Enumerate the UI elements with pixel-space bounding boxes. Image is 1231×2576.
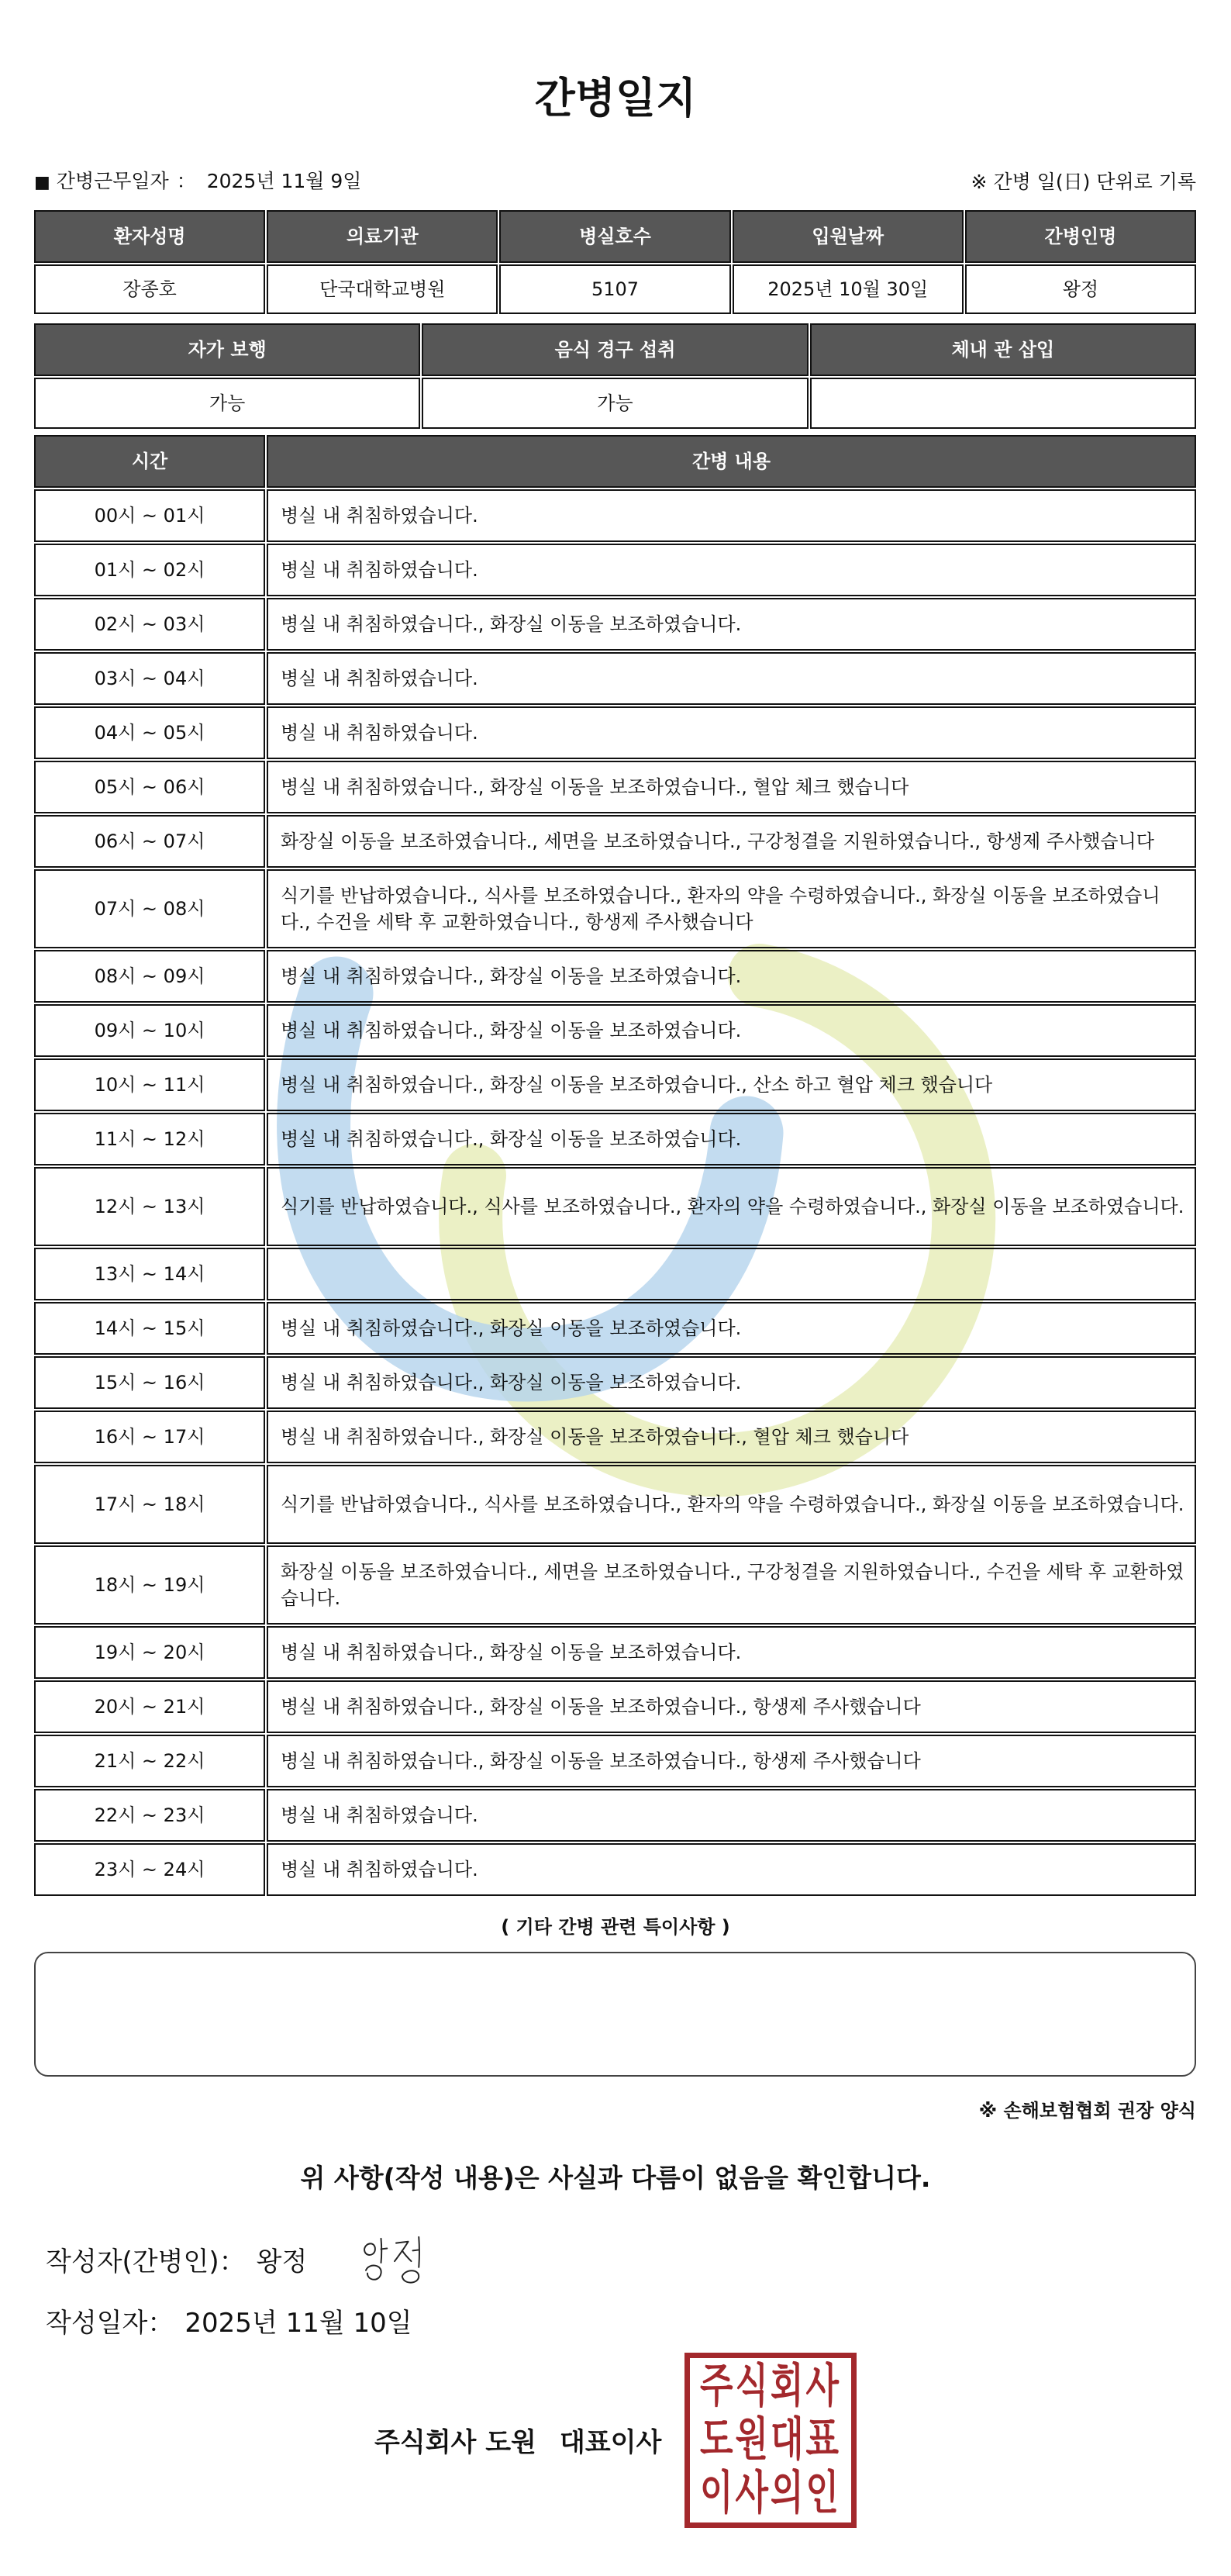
work-date-value: 2025년 11월 9일 — [206, 170, 362, 192]
care-log-row — [34, 1302, 1196, 1355]
care-log-content: 병실 내 취침하였습니다. — [267, 489, 1196, 542]
care-log-row — [34, 1545, 1196, 1625]
form-source-note: ※ 손해보험협회 권장 양식 — [978, 2100, 1196, 2122]
oral-intake-value: 가능 — [422, 378, 808, 429]
work-date-separator: ： — [176, 170, 196, 192]
confirmation-statement: 위 사항(작성 내용)은 사실과 다름이 없음을 확인합니다. — [300, 2163, 931, 2193]
care-log-time: 13시 ~ 14시 — [34, 1248, 265, 1300]
written-date-value: 2025년 11월 10일 — [184, 2308, 412, 2339]
care-log-time: 20시 ~ 21시 — [34, 1680, 265, 1733]
header-patient-name: 환자성명 — [34, 210, 265, 263]
care-log-time: 22시 ~ 23시 — [34, 1789, 265, 1842]
work-date — [34, 168, 361, 196]
care-log-row — [34, 815, 1196, 868]
care-log-time: 02시 ~ 03시 — [34, 598, 265, 651]
care-log-content: 식기를 반납하였습니다., 식사를 보조하였습니다., 환자의 약을 수령하였습니다., 화장실 이동을 보조하였습니다. — [267, 1167, 1196, 1246]
care-log-time: 14시 ~ 15시 — [34, 1302, 265, 1355]
hospital-value: 단국대학교병원 — [267, 264, 498, 314]
care-log-header-row — [34, 435, 1196, 488]
care-log-row — [34, 1843, 1196, 1896]
care-log-row — [34, 706, 1196, 759]
company-seal — [684, 2353, 857, 2528]
care-log-content: 화장실 이동을 보조하였습니다., 세면을 보조하였습니다., 구강청결을 지원하였습니다., 항생제 주사했습니다 — [267, 815, 1196, 868]
care-log-time: 07시 ~ 08시 — [34, 869, 265, 948]
care-log-time: 09시 ~ 10시 — [34, 1004, 265, 1057]
record-unit-note: ※ 간병 일(日) 단위로 기록 — [971, 171, 1196, 193]
care-log-time: 03시 ~ 04시 — [34, 652, 265, 705]
header-admission-date: 입원날짜 — [733, 210, 964, 263]
care-log-row — [34, 652, 1196, 705]
care-log-row — [34, 544, 1196, 596]
care-log-content: 병실 내 취침하였습니다. — [267, 1789, 1196, 1842]
care-log-row — [34, 489, 1196, 542]
care-log-content: 병실 내 취침하였습니다. — [267, 652, 1196, 705]
patient-status-table — [34, 323, 1196, 429]
remarks-box — [34, 1952, 1196, 2077]
document-title: 간병일지 — [534, 74, 697, 123]
seal-line: 도원대표 — [699, 2412, 841, 2467]
care-log-row — [34, 1680, 1196, 1733]
self-walking-value: 가능 — [34, 378, 420, 429]
care-log-row — [34, 1411, 1196, 1463]
care-log-row — [34, 1356, 1196, 1409]
header-care-content: 간병 내용 — [267, 435, 1196, 488]
care-log-content: 병실 내 취침하였습니다., 화장실 이동을 보조하였습니다. — [267, 1302, 1196, 1355]
care-log-time: 15시 ~ 16시 — [34, 1356, 265, 1409]
care-log-content: 병실 내 취침하였습니다. — [267, 706, 1196, 759]
care-log-time: 00시 ~ 01시 — [34, 489, 265, 542]
header-oral-intake: 음식 경구 섭취 — [422, 323, 808, 376]
care-log-time: 23시 ~ 24시 — [34, 1843, 265, 1896]
signature-image — [357, 2232, 435, 2293]
care-log-time: 19시 ~ 20시 — [34, 1626, 265, 1679]
seal-line: 주식회사 — [699, 2359, 841, 2413]
tube-insertion-value — [810, 378, 1196, 429]
writer-line — [46, 2246, 307, 2278]
care-log-row — [34, 1789, 1196, 1842]
patient-info-table — [34, 210, 1196, 314]
care-log-time: 06시 ~ 07시 — [34, 815, 265, 868]
caregiver-name-value: 왕정 — [965, 264, 1196, 314]
care-log-row — [34, 1248, 1196, 1300]
remarks-heading: ( 기타 간병 관련 특이사항 ) — [501, 1916, 730, 1938]
care-log-row — [34, 598, 1196, 651]
care-log-content — [267, 1248, 1196, 1300]
care-log-row — [34, 950, 1196, 1003]
care-log-row — [34, 1167, 1196, 1246]
care-log-rows — [34, 489, 1196, 1896]
care-log-time: 17시 ~ 18시 — [34, 1465, 265, 1544]
care-log-time: 18시 ~ 19시 — [34, 1545, 265, 1625]
header-tube-insertion: 체내 관 삽입 — [810, 323, 1196, 376]
seal-line: 이사의인 — [699, 2466, 841, 2520]
header-hospital: 의료기관 — [267, 210, 498, 263]
written-date-line — [46, 2307, 412, 2339]
care-log-content: 병실 내 취침하였습니다. — [267, 544, 1196, 596]
care-log-table — [34, 435, 1196, 1896]
care-log-row — [34, 1735, 1196, 1787]
care-log-row — [34, 1113, 1196, 1165]
company-name: 주식회사 도원 — [374, 2427, 536, 2458]
writer-label: 작성자(간병인)： — [46, 2246, 246, 2277]
care-log-row — [34, 1465, 1196, 1544]
care-log-content: 식기를 반납하였습니다., 식사를 보조하였습니다., 환자의 약을 수령하였습니다., 화장실 이동을 보조하였습니다. — [267, 1465, 1196, 1544]
care-log-content: 병실 내 취침하였습니다., 화장실 이동을 보조하였습니다. — [267, 598, 1196, 651]
care-log-content: 병실 내 취침하였습니다., 화장실 이동을 보조하였습니다. — [267, 1113, 1196, 1165]
care-log-time: 16시 ~ 17시 — [34, 1411, 265, 1463]
header-time: 시간 — [34, 435, 265, 488]
written-date-label: 작성일자： — [46, 2308, 174, 2339]
header-room-number: 병실호수 — [499, 210, 730, 263]
care-log-row — [34, 1058, 1196, 1111]
care-log-time: 12시 ~ 13시 — [34, 1167, 265, 1246]
work-date-label: 간병근무일자 — [56, 170, 169, 192]
care-log-content: 병실 내 취침하였습니다., 화장실 이동을 보조하였습니다. — [267, 1626, 1196, 1679]
care-log-content: 화장실 이동을 보조하였습니다., 세면을 보조하였습니다., 구강청결을 지원하였습니다., 수건을 세탁 후 교환하였습니다. — [267, 1545, 1196, 1625]
patient-name-value: 장종호 — [34, 264, 265, 314]
writer-name: 왕정 — [256, 2246, 308, 2277]
care-log-content: 병실 내 취침하였습니다., 화장실 이동을 보조하였습니다. — [267, 950, 1196, 1003]
care-log-content: 병실 내 취침하였습니다., 화장실 이동을 보조하였습니다. — [267, 1004, 1196, 1057]
room-number-value: 5107 — [499, 264, 730, 314]
header-caregiver-name: 간병인명 — [965, 210, 1196, 263]
care-log-row — [34, 1004, 1196, 1057]
square-marker-icon: ■ — [34, 173, 50, 192]
admission-date-value: 2025년 10월 30일 — [733, 264, 964, 314]
care-log-content: 식기를 반납하였습니다., 식사를 보조하였습니다., 환자의 약을 수령하였습니다., 화장실 이동을 보조하였습니다., 수건을 세탁 후 교환하였습니다., 항생제 주사했습니다 — [267, 869, 1196, 948]
care-log-content: 병실 내 취침하였습니다., 화장실 이동을 보조하였습니다. — [267, 1356, 1196, 1409]
header-self-walking: 자가 보행 — [34, 323, 420, 376]
care-log-time: 04시 ~ 05시 — [34, 706, 265, 759]
care-log-row — [34, 761, 1196, 813]
care-log-row — [34, 869, 1196, 948]
representative-title: 대표이사 — [560, 2427, 662, 2458]
care-log-time: 05시 ~ 06시 — [34, 761, 265, 813]
care-log-time: 11시 ~ 12시 — [34, 1113, 265, 1165]
care-log-content: 병실 내 취침하였습니다., 화장실 이동을 보조하였습니다., 산소 하고 혈압 체크 했습니다 — [267, 1058, 1196, 1111]
care-log-row — [34, 1626, 1196, 1679]
care-log-time: 01시 ~ 02시 — [34, 544, 265, 596]
care-log-content: 병실 내 취침하였습니다., 화장실 이동을 보조하였습니다., 항생제 주사했습니다 — [267, 1735, 1196, 1787]
care-log-content: 병실 내 취침하였습니다., 화장실 이동을 보조하였습니다., 혈압 체크 했습니다 — [267, 1411, 1196, 1463]
care-log-content: 병실 내 취침하였습니다., 화장실 이동을 보조하였습니다., 혈압 체크 했습니다 — [267, 761, 1196, 813]
care-log-time: 21시 ~ 22시 — [34, 1735, 265, 1787]
work-date-row — [34, 169, 1196, 195]
care-log-time: 10시 ~ 11시 — [34, 1058, 265, 1111]
care-log-content: 병실 내 취침하였습니다., 화장실 이동을 보조하였습니다., 항생제 주사했습니다 — [267, 1680, 1196, 1733]
care-log-time: 08시 ~ 09시 — [34, 950, 265, 1003]
care-log-content: 병실 내 취침하였습니다. — [267, 1843, 1196, 1896]
